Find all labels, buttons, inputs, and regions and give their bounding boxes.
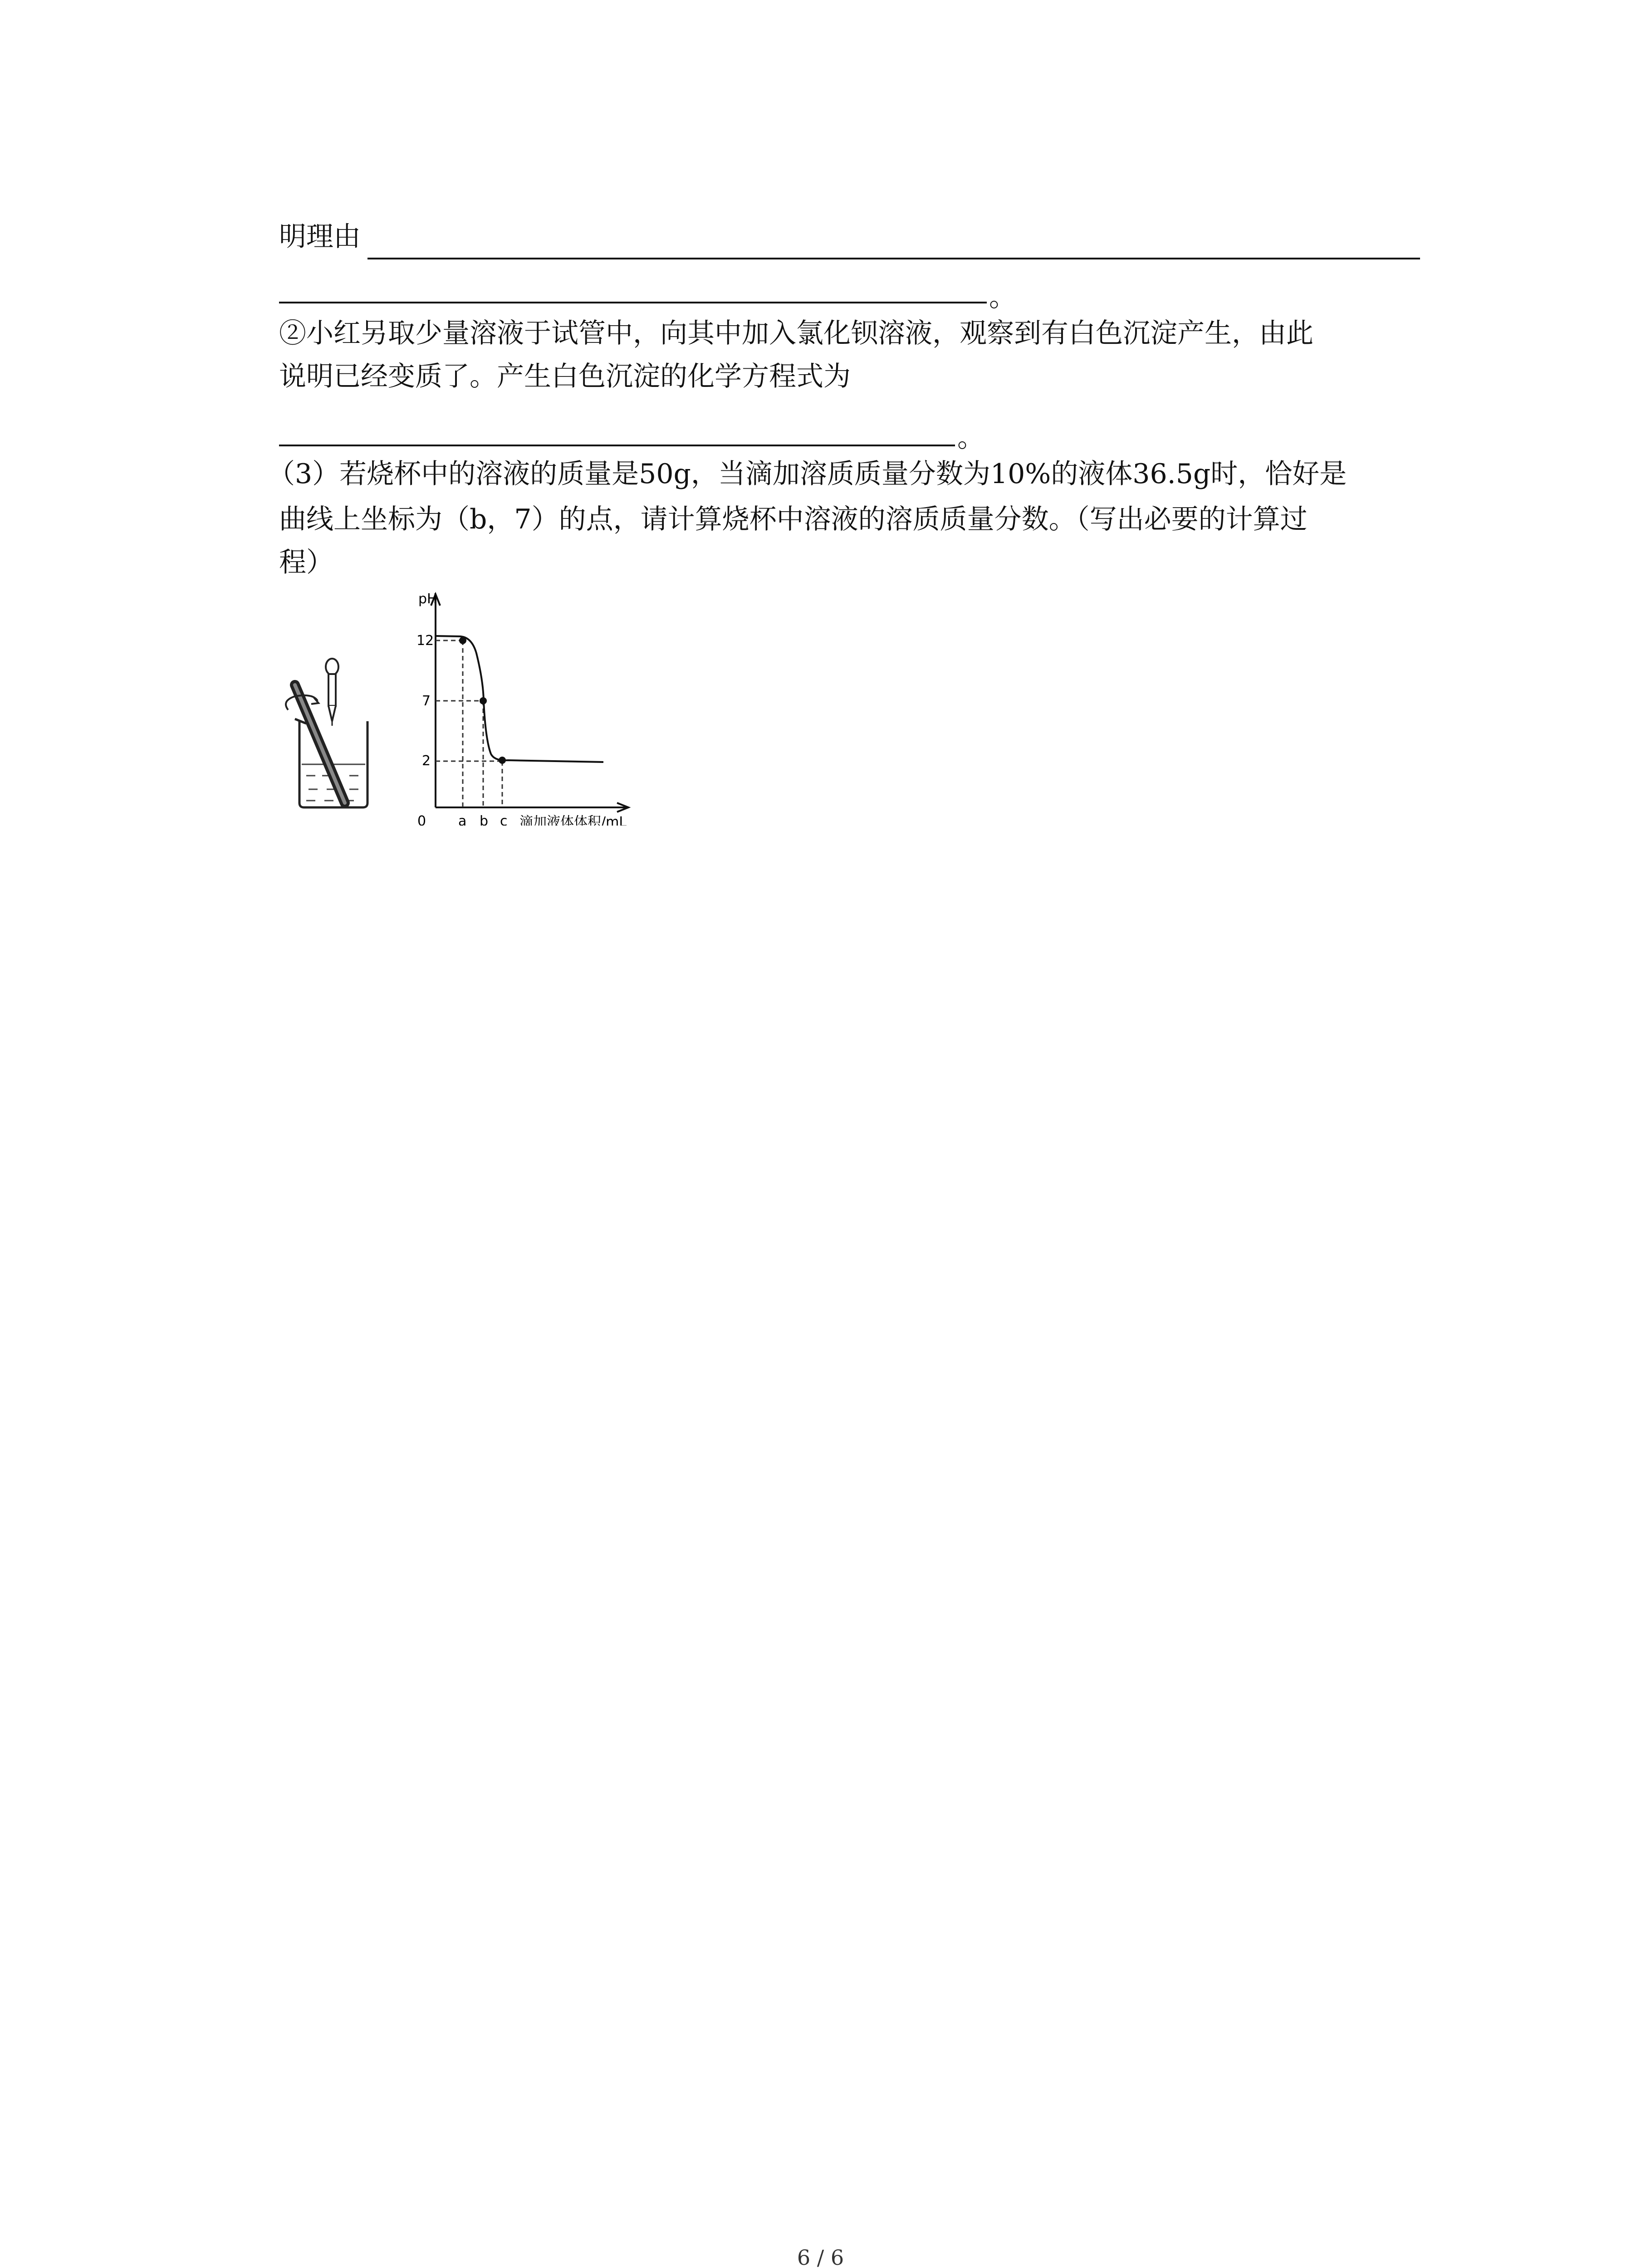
beaker-apparatus xyxy=(286,659,367,807)
reason-prefix: 明理由 xyxy=(279,221,361,253)
x-tick-b: b xyxy=(480,813,489,826)
ph-curve xyxy=(436,636,603,762)
point-c xyxy=(499,757,506,764)
figure xyxy=(281,590,717,827)
x-tick-a: a xyxy=(458,813,467,826)
answer-blank-reason-2[interactable] xyxy=(279,302,987,303)
y-tick-12: 12 xyxy=(416,633,434,649)
origin-label: 0 xyxy=(417,813,426,826)
y-axis-label: pH xyxy=(418,591,437,607)
y-tick-7: 7 xyxy=(422,693,431,709)
question-3-line-1: （3）若烧杯中的溶液的质量是50g，当滴加溶质质量分数为10%的液体36.5g时，恰好是 xyxy=(268,458,1347,490)
point-b xyxy=(480,697,487,704)
period-mark: 。 xyxy=(989,281,1016,313)
sub-question-2-line-1: ②小红另取少量溶液于试管中，向其中加入氯化钡溶液，观察到有白色沉淀产生，由此 xyxy=(279,318,1313,349)
ph-chart xyxy=(416,591,628,826)
x-tick-c: c xyxy=(500,813,508,826)
period-mark-2: 。 xyxy=(957,422,985,454)
sub-question-2-line-2: 说明已经变质了。产生白色沉淀的化学方程式为 xyxy=(279,361,851,392)
page-number: 6 / 6 xyxy=(797,2245,844,2268)
y-tick-2: 2 xyxy=(422,753,431,769)
x-axis-label: 滴加液体体积/mL xyxy=(519,814,627,826)
point-a xyxy=(459,637,466,644)
dropper xyxy=(326,659,338,726)
question-3-line-2: 曲线上坐标为（b，7）的点，请计算烧杯中溶液的溶质质量分数。（写出必要的计算过 xyxy=(279,503,1308,535)
experiment-figure xyxy=(281,590,717,826)
dashed-guides xyxy=(436,640,502,807)
answer-blank-equation[interactable] xyxy=(279,445,955,446)
answer-blank-reason-1[interactable] xyxy=(367,258,1420,259)
question-3-line-3: 程） xyxy=(279,547,333,578)
